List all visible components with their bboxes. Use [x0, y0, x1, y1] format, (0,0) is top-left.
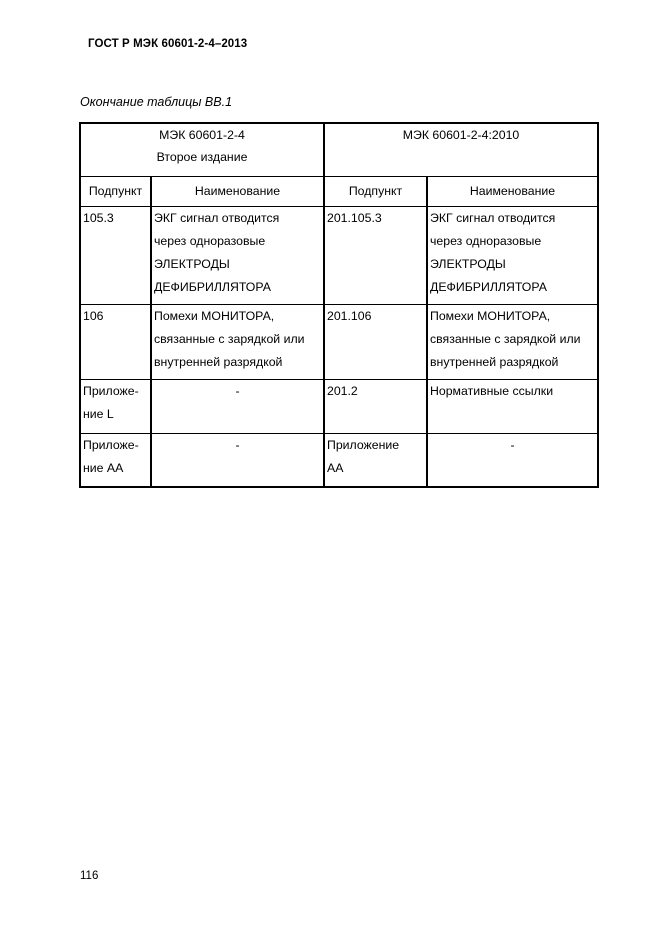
cell-text: ЭЛЕКТРОДЫ [430, 257, 506, 271]
cell-text: - [235, 438, 240, 452]
subclause-cell [324, 207, 427, 305]
cell-text: Помехи МОНИТОРА, [430, 309, 551, 323]
cell-text: ЭКГ сигнал отводится [430, 211, 556, 225]
cell-text: АА [327, 461, 344, 475]
group-header-title: МЭК 60601-2-4 [159, 128, 245, 142]
cell-text: - [235, 384, 240, 398]
cell-text: через одноразовые [430, 234, 542, 248]
cell-text: ЭКГ сигнал отводится [154, 211, 280, 225]
subclause-cell [324, 305, 427, 380]
group-header-row [80, 123, 598, 177]
cell-text: ДЕФИБРИЛЛЯТОРА [430, 280, 547, 294]
cell-text: Нормативные ссылки [430, 384, 554, 398]
cell-text: Приложе- [83, 384, 139, 398]
column-header-subclause: Подпункт [324, 177, 427, 207]
name-cell [427, 380, 598, 434]
group-header-edition: Второе издание [156, 150, 248, 164]
name-cell [427, 305, 598, 380]
group-header-iec-2010 [324, 123, 598, 177]
subclause-cell [324, 380, 427, 434]
cell-text: связанные с зарядкой или [154, 332, 305, 346]
table-row [80, 207, 598, 305]
page-number: 116 [80, 870, 99, 882]
name-cell [427, 434, 598, 487]
subclause-cell [324, 434, 427, 487]
cell-text: Приложе- [83, 438, 139, 452]
name-cell [427, 207, 598, 305]
group-header-title: МЭК 60601-2-4:2010 [402, 128, 520, 142]
subclause-cell [80, 305, 151, 380]
table-row [80, 305, 598, 380]
document-header: ГОСТ Р МЭК 60601-2-4–2013 [88, 38, 248, 50]
cell-text: через одноразовые [154, 234, 266, 248]
cell-text: 105.3 [83, 211, 114, 225]
cell-text: ние L [83, 407, 114, 421]
name-cell [151, 380, 324, 434]
subclause-cell [80, 434, 151, 487]
table-caption: Окончание таблицы ВВ.1 [80, 95, 233, 109]
column-header-row [80, 177, 598, 207]
name-cell [151, 434, 324, 487]
cell-text: внутренней разрядкой [154, 355, 283, 369]
table-row [80, 380, 598, 434]
subclause-cell [80, 380, 151, 434]
cell-text: Приложение [327, 438, 400, 452]
cell-text: связанные с зарядкой или [430, 332, 581, 346]
cell-text: Помехи МОНИТОРА, [154, 309, 275, 323]
group-header-iec-second-edition [80, 123, 324, 177]
column-header-name: Наименование [427, 177, 598, 207]
cell-text: - [510, 438, 515, 452]
name-cell [151, 207, 324, 305]
cell-text: 201.106 [327, 309, 372, 323]
name-cell [151, 305, 324, 380]
column-header-name: Наименование [151, 177, 324, 207]
subclause-cell [80, 207, 151, 305]
table-row [80, 434, 598, 487]
comparison-table [79, 122, 599, 488]
cell-text: внутренней разрядкой [430, 355, 559, 369]
column-header-subclause: Подпункт [80, 177, 151, 207]
cell-text: 106 [83, 309, 104, 323]
cell-text: ДЕФИБРИЛЛЯТОРА [154, 280, 271, 294]
cell-text: 201.2 [327, 384, 358, 398]
cell-text: ЭЛЕКТРОДЫ [154, 257, 230, 271]
cell-text: 201.105.3 [327, 211, 382, 225]
cell-text: ние АА [83, 461, 124, 475]
